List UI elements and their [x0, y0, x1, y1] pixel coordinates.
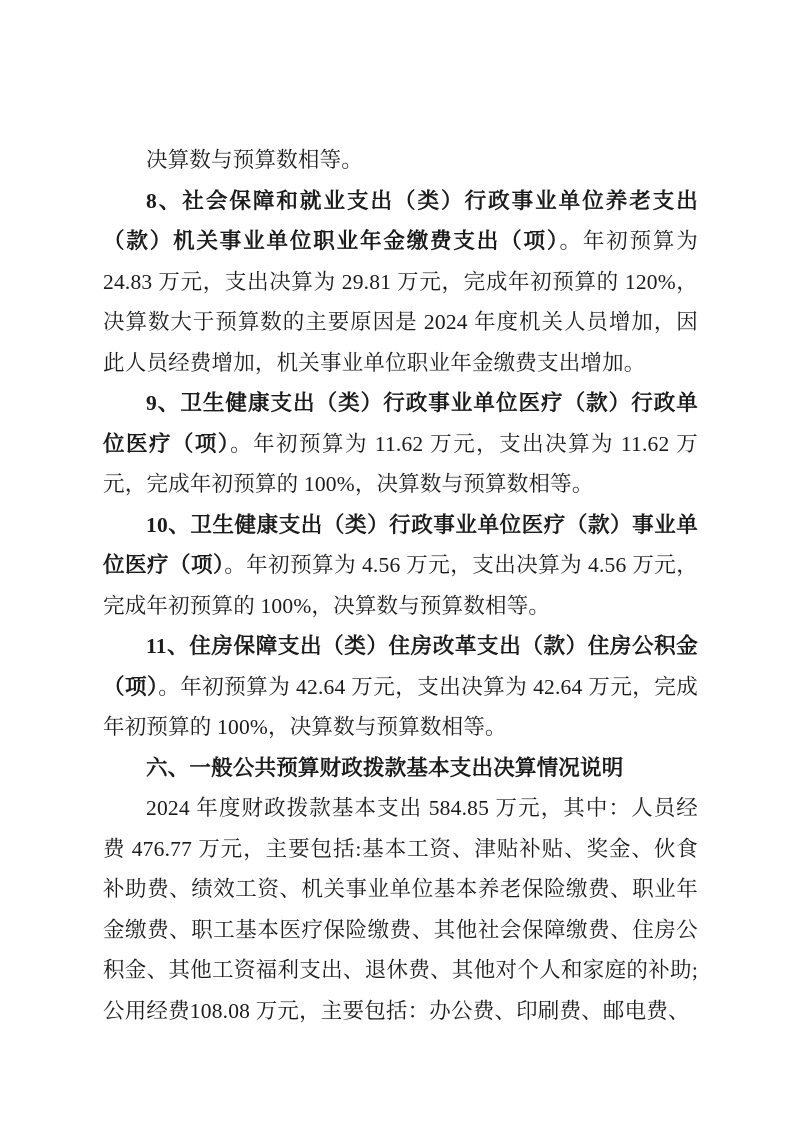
paragraph-item-10	[103, 505, 698, 627]
paragraph-bold-lead: 8、社会保障和就业支出（类）行政事业单位养老支出（款）机关事业单位职业年金缴费支出（项）	[103, 188, 698, 253]
paragraph-carryover	[103, 140, 698, 181]
paragraph-text: 。年初预算为 11.62 万元，支出决算为 11.62 万元，完成年初预算的 100%，决算数与预算数相等。	[103, 431, 698, 496]
paragraph-item-8	[103, 181, 698, 384]
paragraph-item-9	[103, 383, 698, 505]
paragraph-text: 。年初预算为 42.64 万元，支出决算为 42.64 万元，完成年初预算的 100%，决算数与预算数相等。	[103, 674, 698, 739]
paragraph-text: 2024 年度财政拨款基本支出 584.85 万元，其中：人员经费 476.77 万元，主要包括:基本工资、津贴补贴、奖金、伙食补助费、绩效工资、机关事业单位基本养老保险缴费、职业年金缴费、职工基本医疗保险缴费、其他社会保障缴费、住房公积金、其他工资福利支出、退休费、其他对个人和家庭的补助;公用经费108.08 万元，主要包括：办公费、印刷费、邮电费、	[103, 796, 698, 1023]
paragraph-text: 决算数与预算数相等。	[146, 148, 364, 172]
document-body	[103, 140, 698, 1031]
paragraph-bold-lead: 11、住房保障支出（类）住房改革支出（款）住房公积金（项）	[103, 634, 698, 699]
paragraph-basic-expenditure	[103, 788, 698, 1031]
paragraph-item-11	[103, 626, 698, 748]
section-heading-six	[103, 748, 698, 789]
paragraph-text: 。年初预算为 4.56 万元，支出决算为 4.56 万元，完成年初预算的 100%，决算数与预算数相等。	[103, 553, 698, 618]
paragraph-bold-lead: 9、卫生健康支出（类）行政事业单位医疗（款）行政单位医疗（项）	[103, 391, 698, 456]
section-heading-text: 六、一般公共预算财政拨款基本支出决算情况说明	[146, 755, 624, 780]
paragraph-text: 。年初预算为 24.83 万元，支出决算为 29.81 万元，完成年初预算的 120%，决算数大于预算数的主要原因是 2024 年度机关人员增加，因此人员经费增加，机关事业单位职业年金缴费支出增加。	[103, 229, 698, 375]
paragraph-bold-lead: 10、卫生健康支出（类）行政事业单位医疗（款）事业单位医疗（项）	[103, 512, 698, 577]
